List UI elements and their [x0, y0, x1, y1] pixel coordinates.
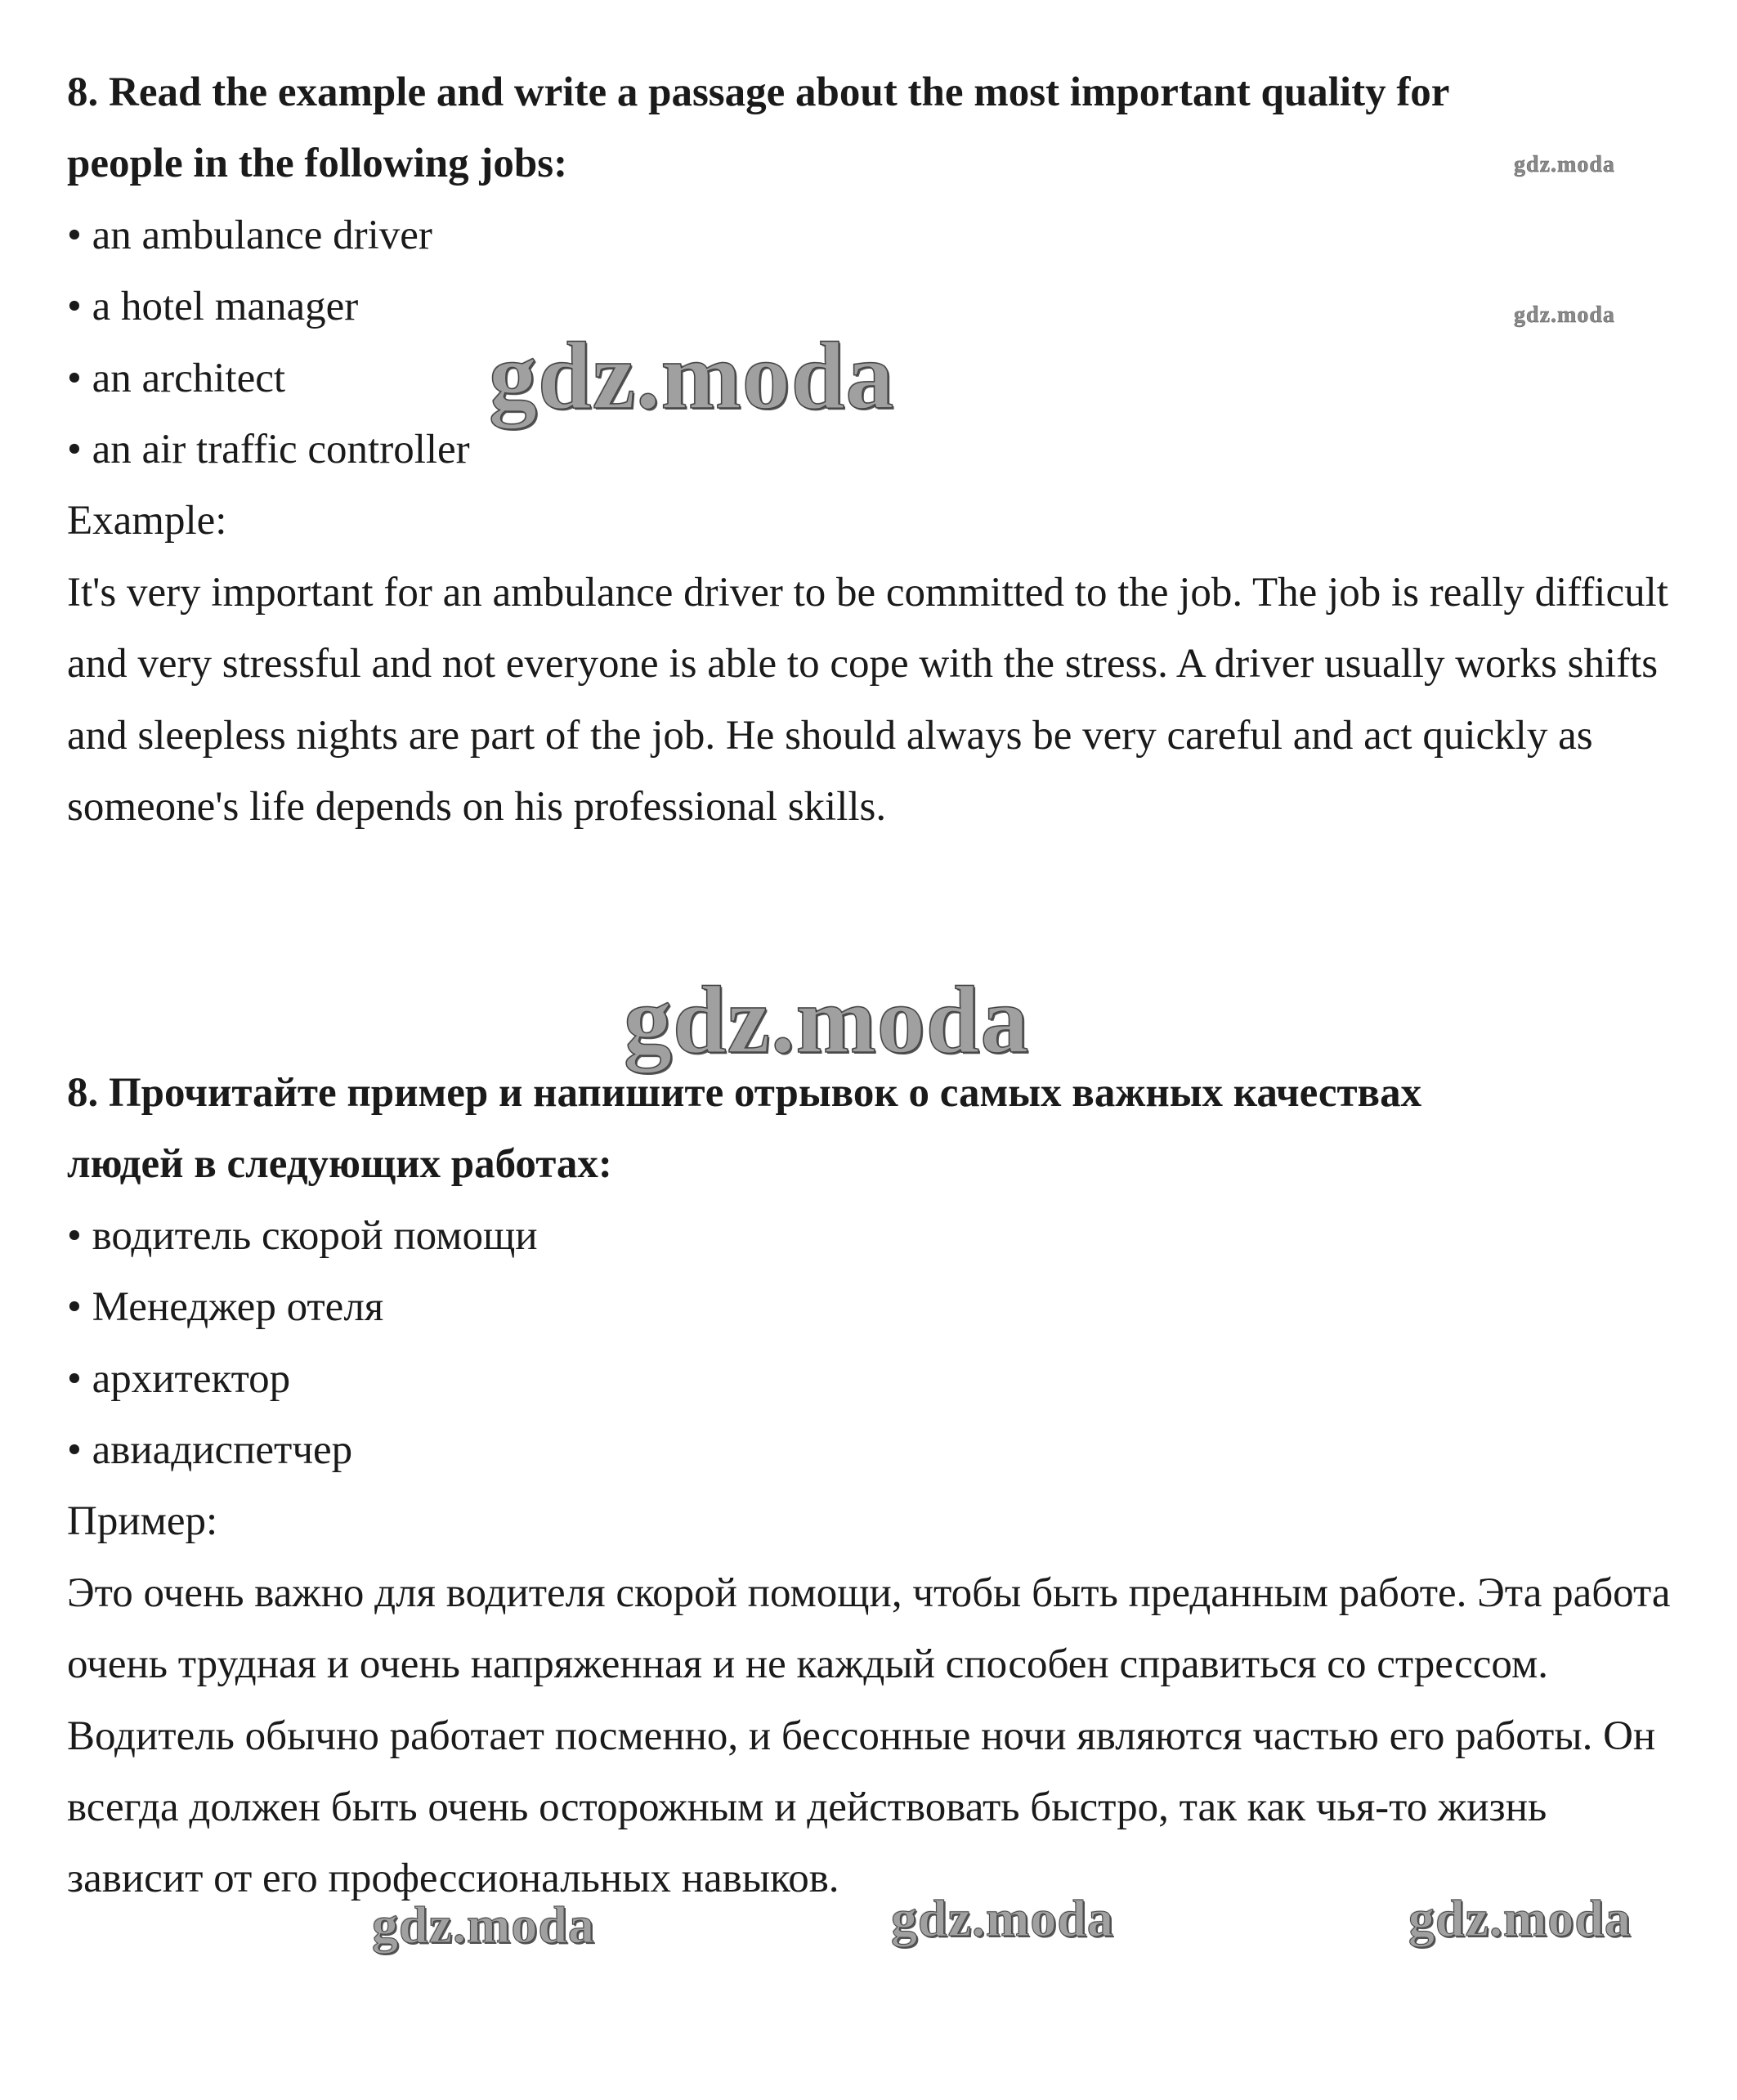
english-heading-line-2: people in the following jobs: [67, 141, 568, 187]
watermark-small-top: gdz.moda [1514, 152, 1615, 177]
russian-example-label: Пример: [67, 1498, 218, 1545]
english-bullet-architect: • an architect [67, 355, 286, 401]
watermark-bottom-center: gdz.moda [891, 1889, 1114, 1947]
russian-heading-line-2: людей в следующих работах: [67, 1141, 612, 1188]
english-example-text: It's very important for an ambulance driver to be committed to the job. The job is really difficult and very stressful and not everyone is able to cope with the stress. A driver usually works shifts and sleepless nights are part of the job. He should always be very careful and act quickly as someone's life depends on his professional skills. [67, 569, 1668, 830]
watermark-large-middle: gdz.moda [624, 966, 1030, 1073]
russian-section [67, 1058, 1686, 1915]
watermark-small-upper: gdz.moda [1514, 302, 1615, 328]
russian-heading-line-1: 8. Прочитайте пример и напишите отрывок о самых важных качествах [67, 1070, 1422, 1116]
russian-bullet-ambulance-driver: • водитель скорой помощи [67, 1212, 538, 1259]
english-section [67, 57, 1686, 843]
english-example-label: Example: [67, 498, 227, 544]
watermark-bottom-left: gdz.moda [372, 1896, 595, 1954]
russian-bullet-hotel-manager: • Менеджер отеля [67, 1284, 384, 1331]
russian-example-text: Это очень важно для водителя скорой помощи, чтобы быть преданным работе. Эта работа очень трудная и очень напряженная и не каждый способен справиться со стрессом. Водитель обычно работает посменно, и бессонные ночи являются частью его работы. Он всегда должен быть очень осторожным и действовать быстро, так как чья-то жизнь зависит от его профессиональных навыков. [67, 1569, 1671, 1902]
watermark-bottom-right: gdz.moda [1408, 1889, 1632, 1947]
english-heading-line-1: 8. Read the example and write a passage about the most important quality for [67, 69, 1450, 115]
russian-bullet-architect: • архитектор [67, 1355, 291, 1402]
english-bullet-air-traffic-controller: • an air traffic controller [67, 426, 470, 472]
russian-bullet-air-traffic-controller: • авиадиспетчер [67, 1426, 353, 1473]
english-bullet-hotel-manager: • a hotel manager [67, 284, 359, 330]
english-bullet-ambulance-driver: • an ambulance driver [67, 212, 432, 258]
watermark-large-upper: gdz.moda [489, 322, 895, 429]
